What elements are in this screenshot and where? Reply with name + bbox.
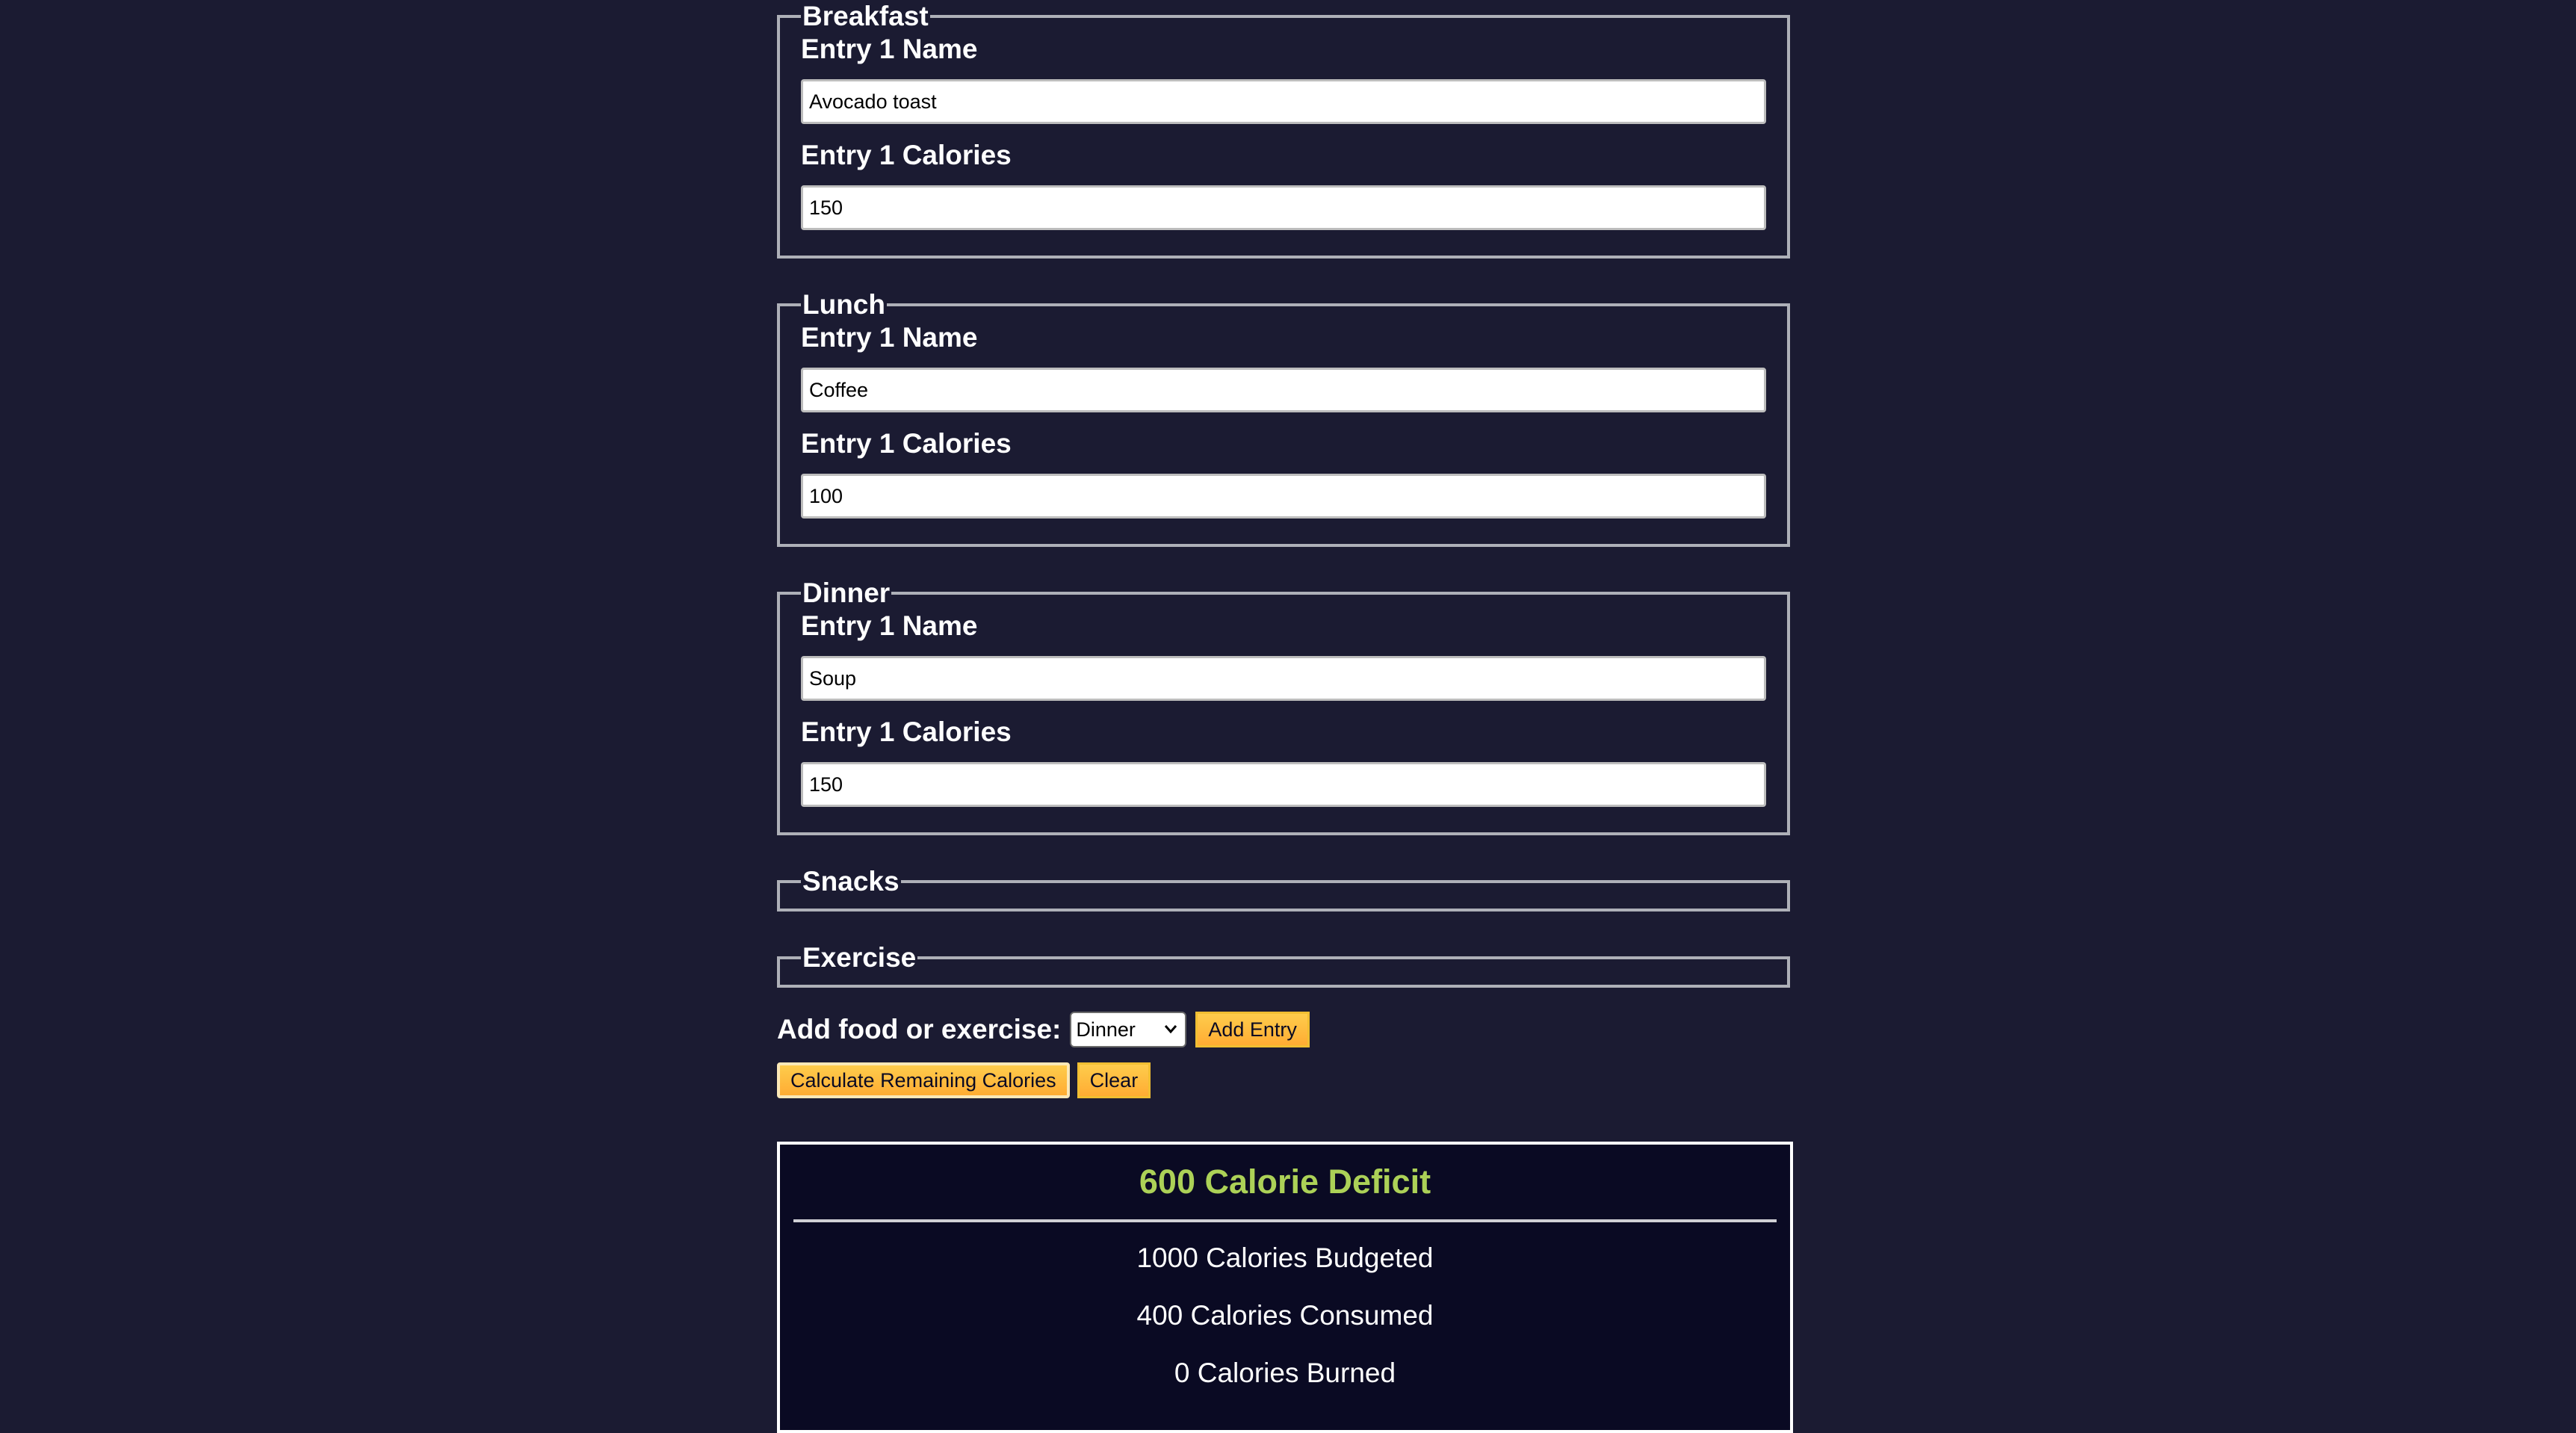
snacks-legend: Snacks: [802, 866, 900, 897]
entry-calories-input[interactable]: [801, 762, 1766, 807]
entry-dropdown[interactable]: [1070, 1012, 1186, 1047]
calculate-button[interactable]: Calculate Remaining Calories: [777, 1062, 1070, 1098]
lunch-legend: Lunch: [802, 289, 885, 320]
snacks-fieldset: [777, 865, 1790, 912]
exercise-legend: Exercise: [802, 942, 917, 973]
calorie-counter: [777, 0, 1793, 1388]
calories-consumed: 400 Calories Consumed: [1136, 1300, 1434, 1331]
add-entry-button[interactable]: Add Entry: [1195, 1012, 1310, 1047]
lunch-fieldset: [777, 288, 1790, 547]
dinner-fieldset: [777, 577, 1790, 835]
chevron-down-icon: [1162, 1019, 1179, 1039]
exercise-fieldset: [777, 941, 1790, 988]
entry-name-input[interactable]: [801, 79, 1766, 124]
entry-name-label: Entry 1 Name: [801, 322, 978, 353]
entry-dropdown-value: Dinner: [1076, 1018, 1136, 1041]
breakfast-legend: Breakfast: [802, 1, 929, 31]
entry-calories-label: Entry 1 Calories: [801, 140, 1012, 170]
entry-name-label: Entry 1 Name: [801, 610, 978, 641]
dinner-legend: Dinner: [802, 578, 891, 608]
calories-burned: 0 Calories Burned: [1174, 1358, 1396, 1388]
output-panel: [777, 1142, 1793, 1433]
entry-name-input[interactable]: [801, 368, 1766, 412]
clear-button[interactable]: Clear: [1077, 1062, 1151, 1098]
entry-name-label: Entry 1 Name: [801, 34, 978, 64]
output-divider: [793, 1219, 1777, 1222]
entry-calories-input[interactable]: [801, 185, 1766, 230]
entry-name-input[interactable]: [801, 656, 1766, 701]
entry-calories-input[interactable]: [801, 474, 1766, 519]
add-entry-row: [777, 1009, 1317, 1050]
add-entry-label: Add food or exercise:: [777, 1014, 1062, 1044]
breakfast-fieldset: [777, 0, 1790, 259]
action-buttons: [777, 1062, 1158, 1098]
calories-budgeted: 1000 Calories Budgeted: [1136, 1242, 1434, 1273]
entry-calories-label: Entry 1 Calories: [801, 716, 1012, 747]
entry-calories-label: Entry 1 Calories: [801, 428, 1012, 459]
calorie-result-heading: 600 Calorie Deficit: [1139, 1163, 1431, 1201]
